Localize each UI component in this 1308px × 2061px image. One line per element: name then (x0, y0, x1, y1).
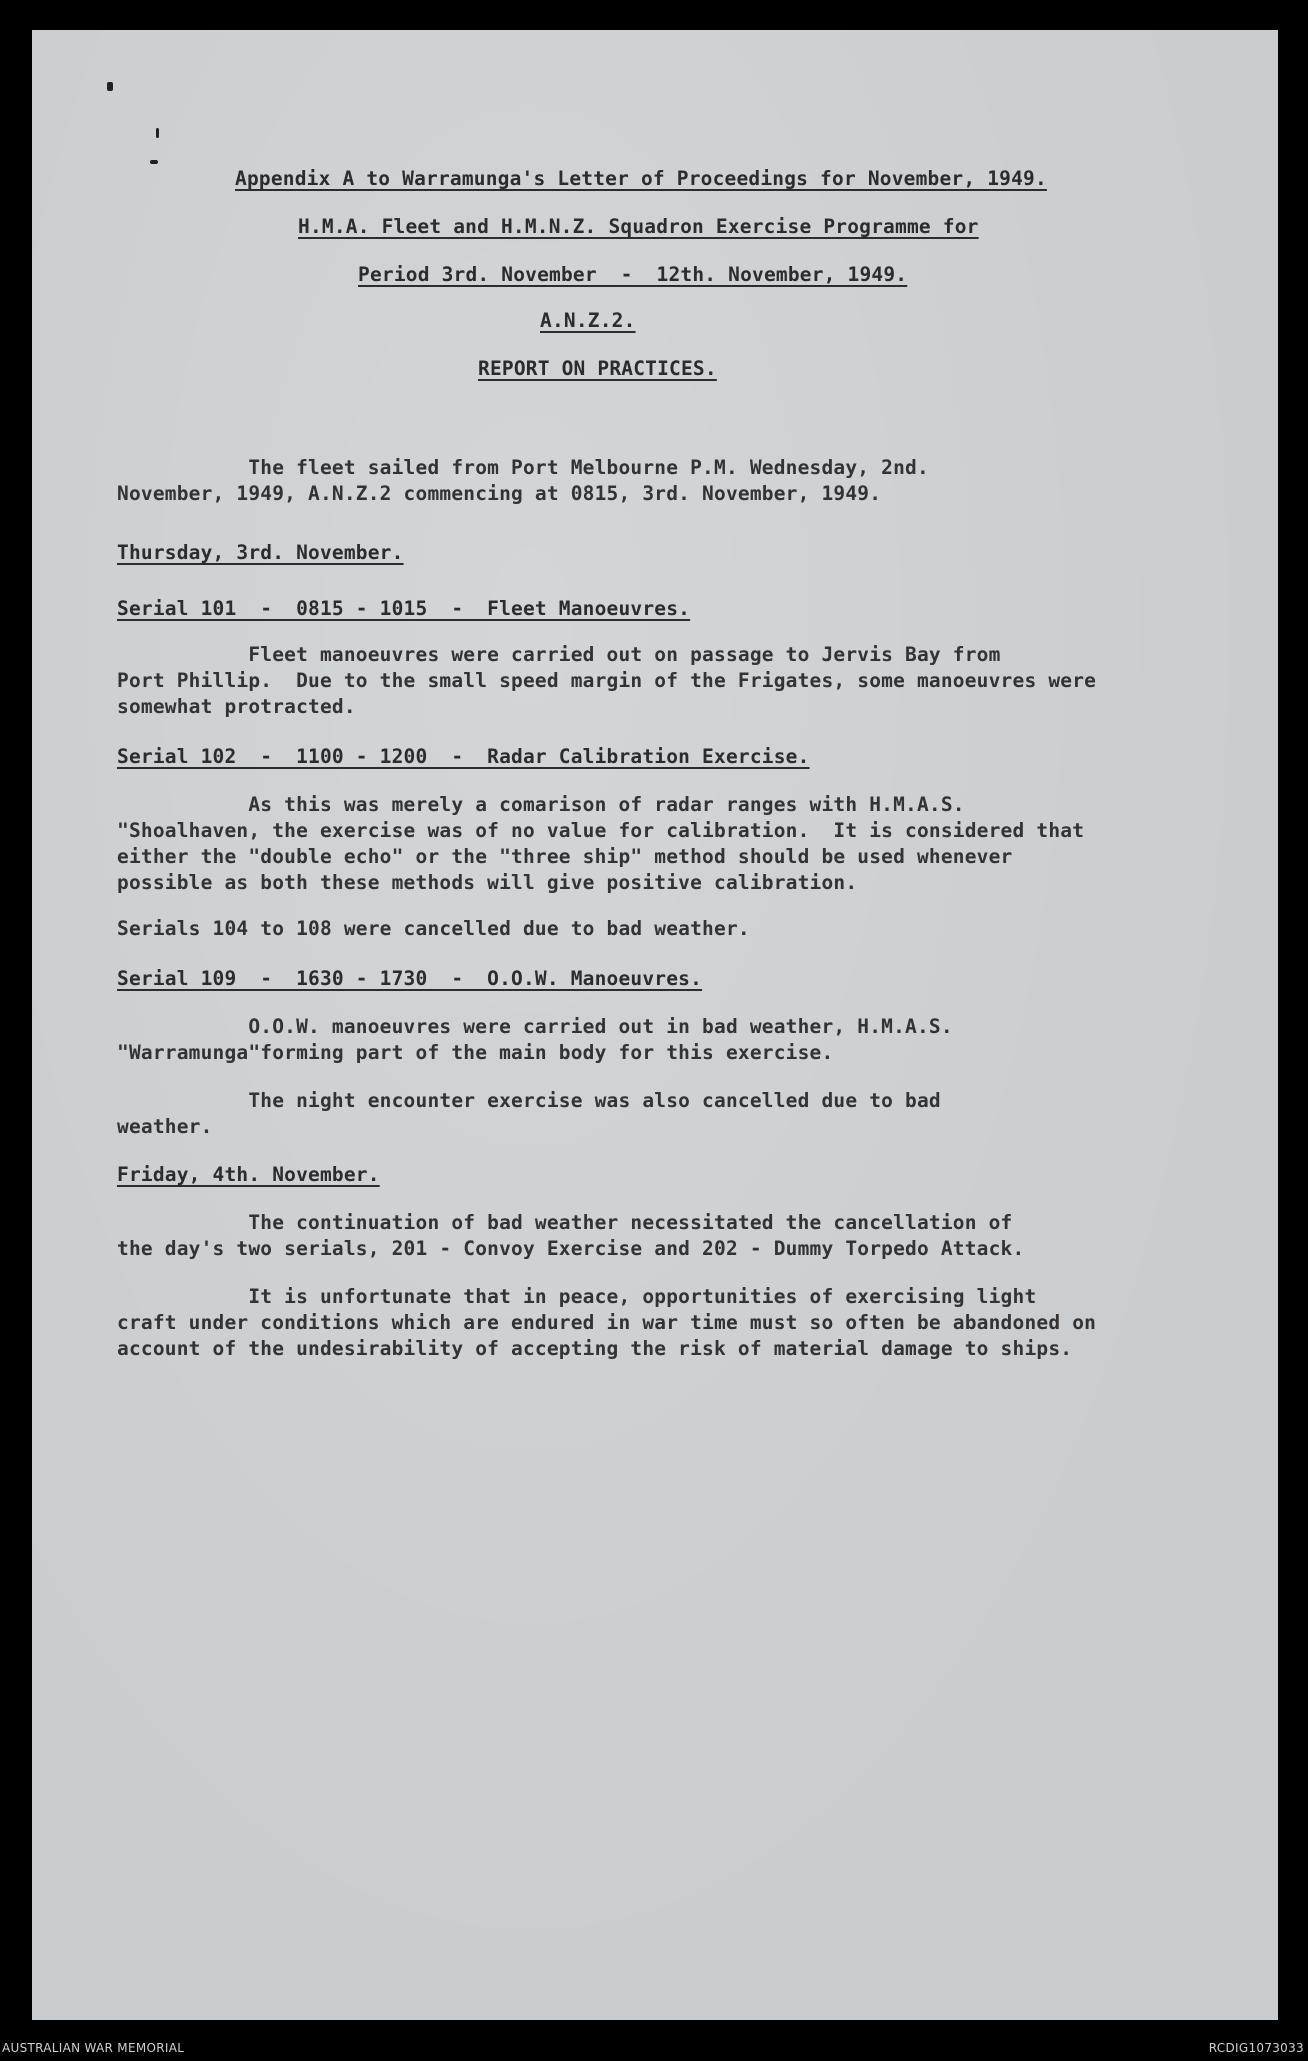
report-heading: REPORT ON PRACTICES. (478, 357, 717, 380)
ink-mark (107, 82, 113, 91)
friday-text: the day's two serials, 201 - Convoy Exercise and 202 - Dummy Torpedo Attack. (117, 1237, 1025, 1260)
day-heading-friday: Friday, 4th. November. (117, 1163, 380, 1186)
serial-102-text: either the "double echo" or the "three ship" method should be used whenever (117, 845, 1013, 868)
document-subtitle: H.M.A. Fleet and H.M.N.Z. Squadron Exercise Programme for (298, 215, 979, 238)
ink-mark (156, 128, 159, 138)
night-encounter-text: The night encounter exercise was also cancelled due to bad (117, 1089, 941, 1112)
serial-109-heading: Serial 109 - 1630 - 1730 - O.O.W. Manoeuvres. (117, 967, 703, 990)
serial-109-text: O.O.W. manoeuvres were carried out in bad weather, H.M.A.S. (117, 1015, 953, 1038)
closing-text: account of the undesirability of accepting the risk of material damage to ships. (117, 1337, 1073, 1360)
serial-102-heading: Serial 102 - 1100 - 1200 - Radar Calibration Exercise. (117, 745, 810, 768)
document-code: A.N.Z.2. (540, 309, 636, 332)
serial-102-text: "Shoalhaven, the exercise was of no value for calibration. It is considered that (117, 819, 1085, 842)
closing-text: craft under conditions which are endured in war time must so often be abandoned on (117, 1311, 1097, 1334)
document-page (32, 30, 1278, 2020)
document-period: Period 3rd. November - 12th. November, 1949. (358, 263, 908, 286)
serial-102-text: As this was merely a comarison of radar ranges with H.M.A.S. (117, 793, 965, 816)
day-heading-thursday: Thursday, 3rd. November. (117, 541, 404, 564)
closing-text: It is unfortunate that in peace, opportunities of exercising light (117, 1285, 1037, 1308)
serial-102-text: possible as both these methods will give positive calibration. (117, 871, 858, 894)
serial-101-text: somewhat protracted. (117, 695, 356, 718)
serial-109-text: "Warramunga"forming part of the main body for this exercise. (117, 1041, 834, 1064)
footer-id: RCDIG1073033 (1208, 2041, 1304, 2055)
serial-101-text: Fleet manoeuvres were carried out on passage to Jervis Bay from (117, 643, 1001, 666)
friday-text: The continuation of bad weather necessitated the cancellation of (117, 1211, 1013, 1234)
footer-source: AUSTRALIAN WAR MEMORIAL (2, 2041, 185, 2055)
serial-101-heading: Serial 101 - 0815 - 1015 - Fleet Manoeuvres. (117, 597, 691, 620)
ink-mark (150, 160, 158, 164)
serials-cancelled: Serials 104 to 108 were cancelled due to bad weather. (117, 917, 750, 940)
document-title: Appendix A to Warramunga's Letter of Proceedings for November, 1949. (235, 167, 1047, 190)
intro-line: November, 1949, A.N.Z.2 commencing at 0815, 3rd. November, 1949. (117, 482, 882, 505)
serial-101-text: Port Phillip. Due to the small speed margin of the Frigates, some manoeuvres were (117, 669, 1097, 692)
night-encounter-text: weather. (117, 1115, 213, 1138)
intro-line: The fleet sailed from Port Melbourne P.M. Wednesday, 2nd. (117, 456, 929, 479)
